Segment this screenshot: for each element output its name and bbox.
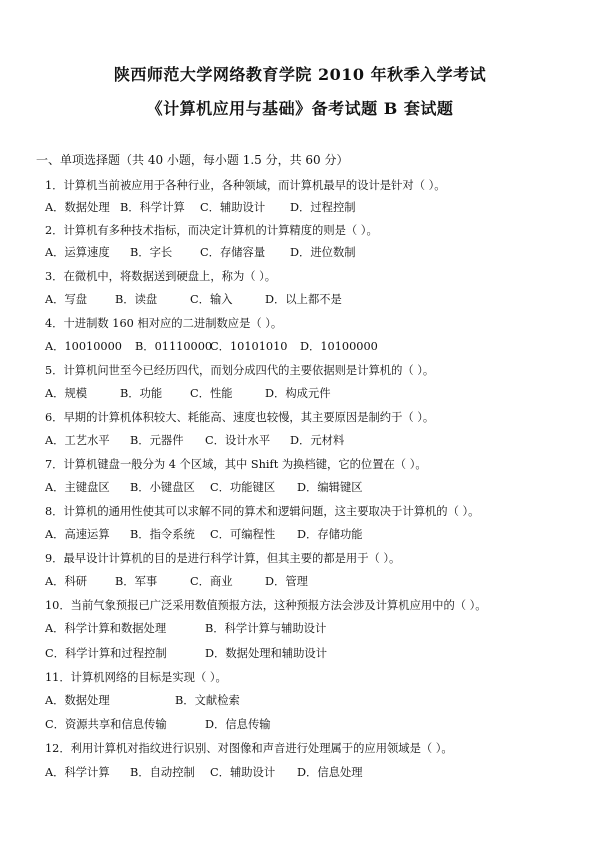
option: D．构成元件 bbox=[265, 387, 331, 400]
option: A．工艺水平 bbox=[45, 434, 110, 447]
option: C．辅助设计 bbox=[200, 201, 266, 214]
option: D．管理 bbox=[265, 575, 308, 588]
option: D．10100000 bbox=[300, 340, 378, 353]
option: D．进位数制 bbox=[290, 246, 356, 259]
question-stem: 7．计算机键盘一般分为 4 个区域，其中 Shift 为换档键，它的位置在（ ）。 bbox=[45, 458, 427, 471]
option: D．信息处理 bbox=[297, 766, 363, 779]
exam-title-line2: 《计算机应用与基础》备考试题 B 套试题 bbox=[146, 99, 454, 118]
option: C．10101010 bbox=[210, 340, 288, 353]
option: D．数据处理和辅助设计 bbox=[205, 647, 328, 660]
option: B．军事 bbox=[115, 575, 158, 588]
option: A．写盘 bbox=[45, 293, 88, 306]
option: B．元器件 bbox=[130, 434, 184, 447]
option: B．自动控制 bbox=[130, 766, 195, 779]
option: B．小键盘区 bbox=[130, 481, 195, 494]
option: C．资源共享和信息传输 bbox=[45, 718, 167, 731]
exam-title-line1: 陕西师范大学网络教育学院 2010 年秋季入学考试 bbox=[113, 65, 487, 84]
option: C．辅助设计 bbox=[210, 766, 276, 779]
option: B．指令系统 bbox=[130, 528, 195, 541]
option: D．过程控制 bbox=[290, 201, 356, 214]
option: B．功能 bbox=[120, 387, 163, 400]
option: D．存储功能 bbox=[297, 528, 363, 541]
option: B．01110000 bbox=[135, 340, 213, 353]
option: B．科学计算与辅助设计 bbox=[205, 622, 327, 635]
question-stem: 1．计算机当前被应用于各种行业，各种领域，而计算机最早的设计是针对（ ）。 bbox=[45, 179, 446, 192]
option: A．运算速度 bbox=[45, 246, 110, 259]
option: C．可编程性 bbox=[210, 528, 276, 541]
option: C．功能键区 bbox=[210, 481, 276, 494]
option: C．性能 bbox=[190, 387, 233, 400]
question-stem: 9．最早设计计算机的目的是进行科学计算，但其主要的都是用于（ ）。 bbox=[45, 552, 401, 565]
option: C．商业 bbox=[190, 575, 233, 588]
option: C．科学计算和过程控制 bbox=[45, 647, 167, 660]
option: A．科学计算和数据处理 bbox=[45, 622, 167, 635]
question-stem: 8．计算机的通用性使其可以求解不同的算术和逻辑问题，这主要取决于计算机的（ ）。 bbox=[45, 505, 480, 518]
option: D．信息传输 bbox=[205, 718, 271, 731]
option: A．数据处理 bbox=[45, 201, 110, 214]
option: A．科研 bbox=[45, 575, 88, 588]
option: C．输入 bbox=[190, 293, 233, 306]
question-stem: 5．计算机问世至今已经历四代，而划分成四代的主要依据则是计算机的（ ）。 bbox=[45, 364, 435, 377]
section-heading: 一、单项选择题（共 40 小题，每小题 1.5 分，共 60 分） bbox=[36, 153, 349, 167]
option: A．科学计算 bbox=[45, 766, 110, 779]
option: D．以上都不是 bbox=[265, 293, 342, 306]
option: A．主键盘区 bbox=[45, 481, 110, 494]
option: A．规模 bbox=[45, 387, 88, 400]
option: A．10010000 bbox=[45, 340, 122, 353]
option: A．数据处理 bbox=[45, 694, 110, 707]
question-stem: 12．利用计算机对指纹进行识别、对图像和声音进行处理属于的应用领域是（ ）。 bbox=[45, 742, 453, 755]
option: B．科学计算 bbox=[120, 201, 185, 214]
question-stem: 4．十进制数 160 相对应的二进制数应是（ ）。 bbox=[45, 317, 283, 330]
question-stem: 11．计算机网络的目标是实现（ ）。 bbox=[45, 671, 227, 684]
option: C．存储容量 bbox=[200, 246, 266, 259]
question-stem: 2．计算机有多种技术指标，而决定计算机的计算精度的则是（ ）。 bbox=[45, 224, 378, 237]
question-stem: 6．早期的计算机体积较大、耗能高、速度也较慢，其主要原因是制约于（ ）。 bbox=[45, 411, 435, 424]
question-stem: 3．在微机中，将数据送到硬盘上，称为（ ）。 bbox=[45, 270, 277, 283]
question-stem: 10．当前气象预报已广泛采用数值预报方法，这种预报方法会涉及计算机应用中的（ ）。 bbox=[45, 599, 487, 612]
option: B．读盘 bbox=[115, 293, 158, 306]
option: D．编辑键区 bbox=[297, 481, 363, 494]
option: C．设计水平 bbox=[205, 434, 271, 447]
option: B．字长 bbox=[130, 246, 173, 259]
option: D．元材料 bbox=[290, 434, 345, 447]
option: B．文献检索 bbox=[175, 694, 240, 707]
option: A．高速运算 bbox=[45, 528, 110, 541]
